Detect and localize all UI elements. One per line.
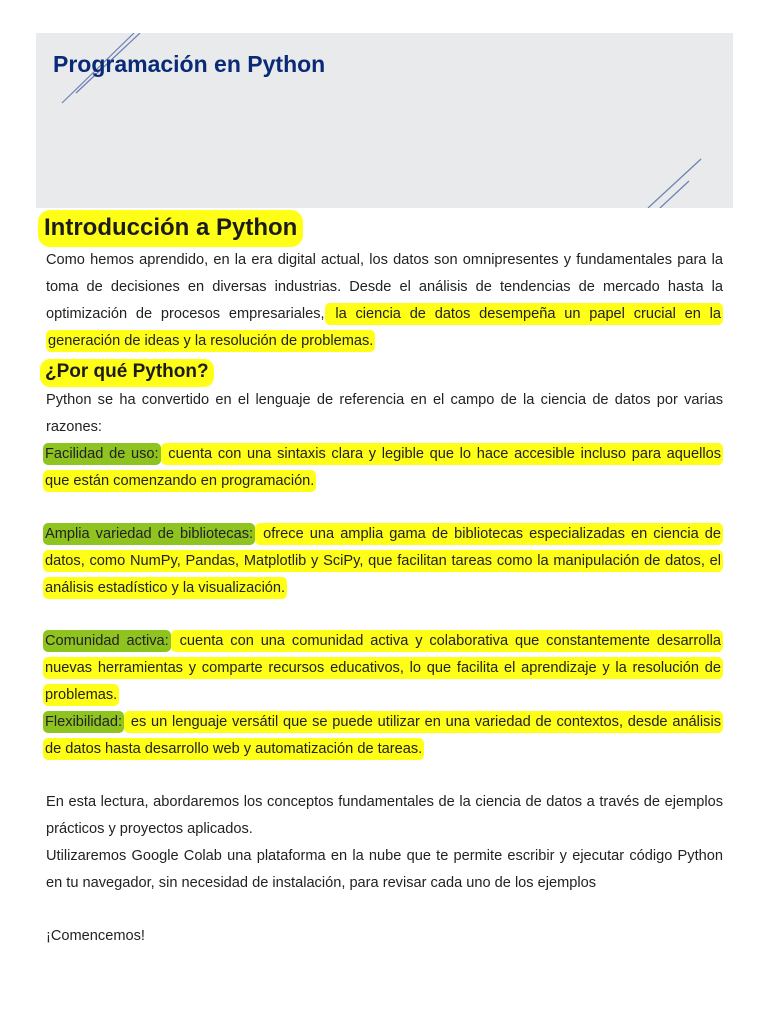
reason-community [43,628,723,709]
reason-label: Flexibilidad: [43,711,124,733]
reason-text: cuenta con una comunidad activa y colaborativa que constantemente desarrolla nuevas herramientas y comparte recursos educativos, lo que facilita el aprendizaje y la resolución de problemas. [43,630,723,706]
document-title: Programación en Python [53,51,326,77]
reason-label: Comunidad activa: [43,630,171,652]
intro-highlight: la ciencia de datos desempeña un papel crucial en la generación de ideas y la resolución de problemas. [46,303,723,352]
page-header [36,33,733,208]
spacer [46,897,723,923]
reason-text: ofrece una amplia gama de bibliotecas especializadas en ciencia de datos, como NumPy, Pandas, Matplotlib y SciPy, que facilitan tareas como la manipulación de datos, el análisis estadístico y la visualización. [43,523,723,599]
document-body [46,210,723,950]
reason-ease-of-use [43,441,723,495]
reason-text: es un lenguaje versátil que se puede utilizar en una variedad de contextos, desde análisis de datos hasta desarrollo web y automatización de tareas. [43,711,723,760]
intro-paragraph [46,247,723,355]
reason-label: Facilidad de uso: [43,443,161,465]
reason-libraries [43,521,723,602]
why-python-paragraph: Python se ha convertido en el lenguaje de referencia en el campo de la ciencia de datos por varias razones: [46,392,723,435]
intro-heading: Introducción a Python [38,210,303,247]
reason-label: Amplia variedad de bibliotecas: [43,523,255,545]
spacer [46,495,723,521]
reason-flexibility [43,709,723,763]
spacer [46,602,723,628]
why-python-heading: ¿Por qué Python? [40,359,214,387]
reason-text: cuenta con una sintaxis clara y legible que lo hace accesible incluso para aquellos que están comenzando en programación. [43,443,723,492]
closing-exclamation: ¡Comencemos! [46,928,145,944]
closing-paragraph-1: En esta lectura, abordaremos los conceptos fundamentales de la ciencia de datos a través de ejemplos prácticos y proyectos aplicados. [46,794,723,837]
intro-text: Como hemos aprendido, en la era digital actual, los datos son omnipresentes y fundamentales para la toma de decisiones en diversas industrias. Desde el análisis de tendencias de mercado hasta la optimización de procesos empresariales, [46,252,723,322]
closing-paragraph-2: Utilizaremos Google Colab una plataforma en la nube que te permite escribir y ejecutar código Python en tu navegador, sin necesidad de instalación, para revisar cada uno de los ejemplos [46,848,723,891]
spacer [46,763,723,789]
